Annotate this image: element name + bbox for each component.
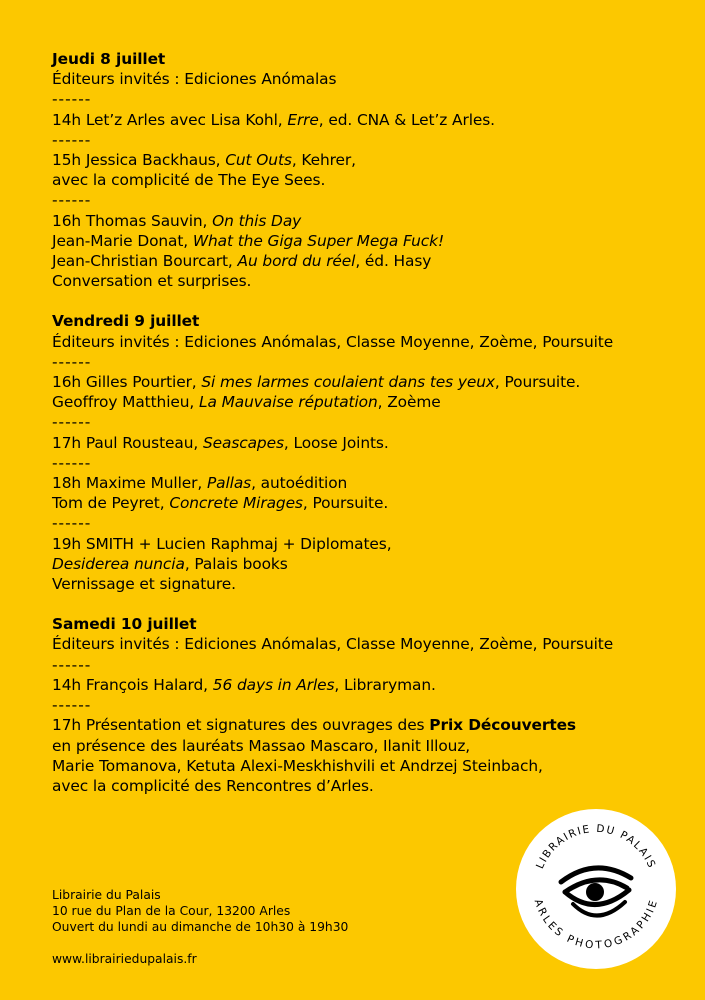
event-line (52, 170, 672, 190)
day-title: Jeudi 8 juillet (52, 50, 166, 68)
event-text: 17h Présentation et signatures des ouvrages des (52, 716, 430, 735)
event-text: Jean-Christian Bourcart, (52, 252, 238, 271)
event-text: en présence des lauréats Massao Mascaro, Ilanit Illouz, (52, 736, 471, 755)
event-text: 14h Let’z Arles avec Lisa Kohl, (52, 110, 288, 129)
book-title: Concrete Mirages (169, 494, 303, 513)
separator: ------ (52, 413, 92, 432)
event-text: , Zoème (377, 393, 441, 412)
book-title: 56 days in Arles (212, 675, 335, 694)
event-line (52, 392, 672, 412)
book-title: Seascapes (202, 433, 284, 452)
book-title: Erre (287, 110, 319, 129)
event-line (52, 271, 672, 291)
book-title: On this Day (212, 211, 302, 230)
event-line (52, 231, 672, 251)
event-text: Jean-Marie Donat, (52, 231, 193, 250)
event (52, 715, 672, 796)
event-line (52, 554, 672, 574)
event-line (52, 150, 672, 170)
event-line (52, 110, 672, 130)
event (52, 372, 672, 412)
event-line (52, 534, 672, 554)
event-text: , ed. CNA & Let’z Arles. (318, 110, 495, 129)
event-text: , éd. Hasy (355, 252, 432, 271)
book-title: La Mauvaise réputation (198, 393, 378, 412)
event (52, 473, 672, 513)
day-block (52, 311, 672, 594)
event (52, 433, 672, 453)
event-line (52, 493, 672, 513)
event-text: 19h SMITH + Lucien Raphmaj + Diplomates, (52, 534, 392, 553)
event-line (52, 251, 672, 271)
program-list (52, 49, 672, 816)
book-title: Desiderea nuncia (52, 554, 185, 573)
book-title: Cut Outs (225, 151, 292, 170)
logo-top-text: LIBRAIRIE DU PALAIS (534, 822, 658, 871)
book-title: Pallas (206, 474, 252, 493)
event-text: 17h Paul Rousteau, (52, 433, 203, 452)
librairie-logo (515, 808, 677, 970)
event-text: 14h François Halard, (52, 675, 213, 694)
event-text: , autoédition (251, 474, 348, 493)
guest-publishers: Éditeurs invités : Ediciones Anómalas, Classe Moyenne, Zoème, Poursuite (52, 635, 614, 654)
store-hours: Ouvert du lundi au dimanche de 10h30 à 19h30 (52, 920, 349, 935)
separator: ------ (52, 514, 92, 533)
logo-bottom-text: ARLES PHOTOGRAPHIE (531, 897, 661, 952)
separator: ------ (52, 696, 92, 715)
guest-publishers: Éditeurs invités : Ediciones Anómalas (52, 70, 337, 89)
event-line (52, 473, 672, 493)
event-text: Marie Tomanova, Ketuta Alexi-Meskhishvili et Andrzej Steinbach, (52, 756, 543, 775)
event-text: , Poursuite. (302, 494, 389, 513)
book-title: Si mes larmes coulaient dans tes yeux (201, 373, 495, 392)
event (52, 110, 672, 130)
event-text: avec la complicité des Rencontres d’Arles. (52, 776, 374, 795)
event-text: avec la complicité de The Eye Sees. (52, 171, 326, 190)
website-link[interactable]: www.librairiedupalais.fr (52, 952, 197, 966)
separator: ------ (52, 655, 92, 674)
footer-info (52, 887, 348, 936)
separator: ------ (52, 453, 92, 472)
event-line (52, 211, 672, 231)
event-text: 15h Jessica Backhaus, (52, 151, 226, 170)
event-line (52, 776, 672, 796)
event-line (52, 715, 672, 735)
day-title: Samedi 10 juillet (52, 615, 197, 634)
event (52, 211, 672, 292)
event-line (52, 736, 672, 756)
event-text: , Kehrer, (291, 151, 356, 170)
event-line (52, 574, 672, 594)
separator: ------ (52, 130, 92, 149)
day-block (52, 49, 672, 291)
event-text: Conversation et surprises. (52, 272, 252, 291)
separator: ------ (52, 90, 92, 109)
event-line (52, 433, 672, 453)
event-text: 16h Thomas Sauvin, (52, 211, 213, 230)
book-title: What the Giga Super Mega Fuck! (192, 231, 445, 250)
event-line (52, 372, 672, 392)
event (52, 534, 672, 595)
event-text: , Palais books (184, 554, 288, 573)
event-text: Geoffroy Matthieu, (52, 393, 199, 412)
event-line (52, 756, 672, 776)
guest-publishers: Éditeurs invités : Ediciones Anómalas, Classe Moyenne, Zoème, Poursuite (52, 332, 614, 351)
event-text: Vernissage et signature. (52, 575, 236, 594)
event-text: 18h Maxime Muller, (52, 474, 207, 493)
event (52, 150, 672, 190)
day-title: Vendredi 9 juillet (52, 312, 200, 331)
event-text: , Loose Joints. (283, 433, 389, 452)
event-text: 16h Gilles Pourtier, (52, 373, 202, 392)
emphasis-text: Prix Découvertes (429, 716, 576, 735)
store-address: 10 rue du Plan de la Cour, 13200 Arles (52, 904, 291, 919)
store-name: Librairie du Palais (52, 888, 161, 902)
event (52, 675, 672, 695)
book-title: Au bord du réel (237, 252, 356, 271)
event-line (52, 675, 672, 695)
separator: ------ (52, 352, 92, 371)
event-text: Tom de Peyret, (52, 494, 170, 513)
separator: ------ (52, 191, 92, 210)
day-block (52, 614, 672, 796)
event-text: , Poursuite. (494, 373, 581, 392)
event-text: , Libraryman. (334, 675, 436, 694)
